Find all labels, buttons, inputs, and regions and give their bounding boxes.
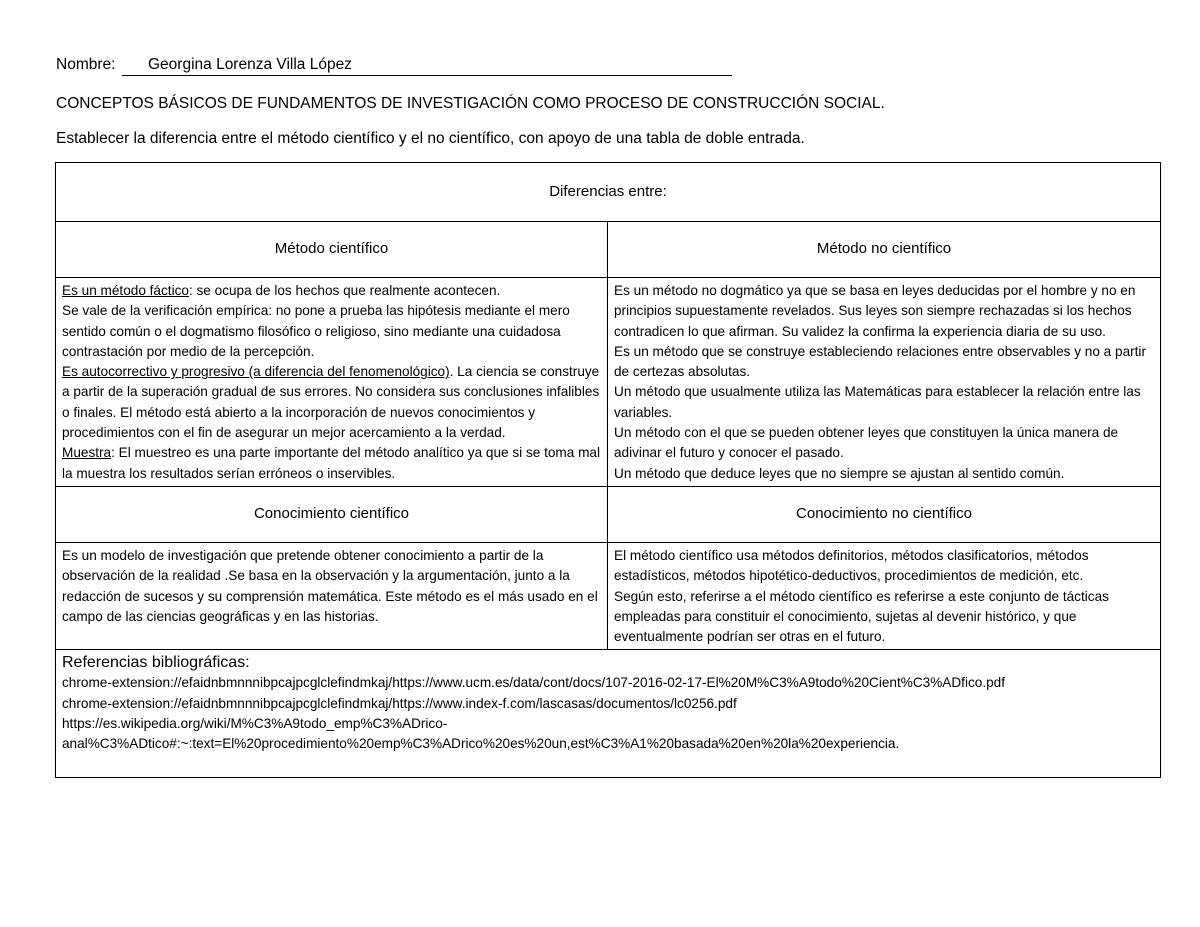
term-muestra: Muestra	[62, 445, 112, 461]
table-header-row	[56, 486, 1161, 542]
document-title: CONCEPTOS BÁSICOS DE FUNDAMENTOS DE INVESTIGACIÓN COMO PROCESO DE CONSTRUCCIÓN SOCIAL.	[56, 95, 885, 112]
paragraph	[62, 362, 601, 443]
references-row	[56, 650, 1161, 777]
paragraph: Es un método que se construye estableciendo relaciones entre observables y no a partir de certezas absolutas.	[614, 343, 1146, 380]
table-title-row	[56, 163, 1161, 222]
reference-line: anal%C3%ADtico#:~:text=El%20procedimiento%20emp%C3%ADrico%20es%20un,est%C3%A1%20basada%20en%20la%20experiencia.	[62, 736, 900, 752]
term-factico: Es un método fáctico	[62, 283, 189, 298]
text: : se ocupa de los hechos que realmente acontecen.	[188, 283, 501, 298]
table-header-row	[56, 222, 1161, 278]
header-conocimiento-no-cientifico: Conocimiento no científico	[608, 486, 1161, 542]
name-label: Nombre:	[56, 56, 116, 73]
table-row	[56, 542, 1161, 649]
references-title: Referencias bibliográficas:	[62, 654, 250, 672]
cell-conocimiento-no-cientifico	[608, 542, 1161, 649]
text: . La ciencia se construye a partir de la superación gradual de sus errores. No considera sus conclusiones infalibles o finales. El método está abierto a la incorporación de nuevos conocimientos y procedimientos con el fin de asegurar un mejor acercamiento a la verdad.	[62, 364, 600, 441]
name-value: Georgina Lorenza Villa López	[122, 56, 732, 76]
reference-line: https://es.wikipedia.org/wiki/M%C3%A9todo_emp%C3%ADrico-	[62, 716, 448, 732]
cell-conocimiento-cientifico	[56, 542, 608, 649]
paragraph: Es un método no dogmático ya que se basa en leyes deducidas por el hombre y no en principios supuestamente revelados. Sus leyes son siempre rechazadas si los hechos contradicen lo que afirman. Su validez la confirma la experiencia diaria de su uso.	[614, 283, 1136, 339]
header-metodo-no-cientifico: Método no científico	[608, 222, 1161, 278]
paragraph: Se vale de la verificación empírica: no pone a prueba las hipótesis mediante el mero sentido común o el dogmatismo filosófico o religioso, sino mediante una cuidadosa contrastación por medio de la percepción.	[62, 303, 570, 359]
references-cell	[56, 650, 1161, 777]
paragraph: El método científico usa métodos definitorios, métodos clasificatorios, métodos estadísticos, métodos hipotético-deductivos, procedimientos de medición, etc.	[614, 547, 1089, 584]
instruction-text: Establecer la diferencia entre el método científico y el no científico, con apoyo de una tabla de doble entrada.	[56, 130, 805, 147]
table-row	[56, 278, 1161, 487]
paragraph	[62, 281, 601, 301]
paragraph: Según esto, referirse a el método científico es referirse a este conjunto de tácticas empleadas para constituir el conocimiento, sujetas al devenir histórico, y que eventualmente podrían ser otras en el futuro.	[614, 588, 1109, 645]
reference-line: chrome-extension://efaidnbmnnnibpcajpcglclefindmkaj/https://www.index-f.com/lascasas/documentos/lc0256.pdf	[62, 695, 737, 711]
cell-metodo-cientifico	[56, 278, 608, 487]
comparison-table	[55, 162, 1161, 778]
reference-line: chrome-extension://efaidnbmnnnibpcajpcglclefindmkaj/https://www.ucm.es/data/cont/docs/107-2016-02-17-El%20M%C3%A9todo%20Cient%C3%ADfico.pdf	[62, 675, 1005, 691]
paragraph: Un método que usualmente utiliza las Matemáticas para establecer la relación entre las variables.	[614, 384, 1141, 420]
paragraph: Un método que deduce leyes que no siempre se ajustan al sentido común.	[614, 465, 1065, 481]
paragraph: Es un modelo de investigación que pretende obtener conocimiento a partir de la observación de la realidad .Se basa en la observación y la argumentación, junto a la redacción de sucesos y su comprensión matemática. Este método es el más usado en el campo de las ciencias geográficas y en las historias.	[62, 547, 598, 624]
text: : El muestreo es una parte importante del método analítico ya que si se toma mal la muestra los resultados serían erróneos o inservibles.	[62, 445, 600, 481]
paragraph: Un método con el que se pueden obtener leyes que constituyen la única manera de adivinar el futuro y conocer el pasado.	[614, 425, 1119, 461]
term-autocorrectivo: Es autocorrectivo y progresivo (a diferencia del fenomenológico)	[62, 364, 450, 380]
table-title: Diferencias entre:	[56, 163, 1161, 222]
cell-metodo-no-cientifico	[608, 278, 1161, 487]
header-conocimiento-cientifico: Conocimiento científico	[56, 486, 608, 542]
header-metodo-cientifico: Método científico	[56, 222, 608, 278]
paragraph	[62, 443, 601, 484]
